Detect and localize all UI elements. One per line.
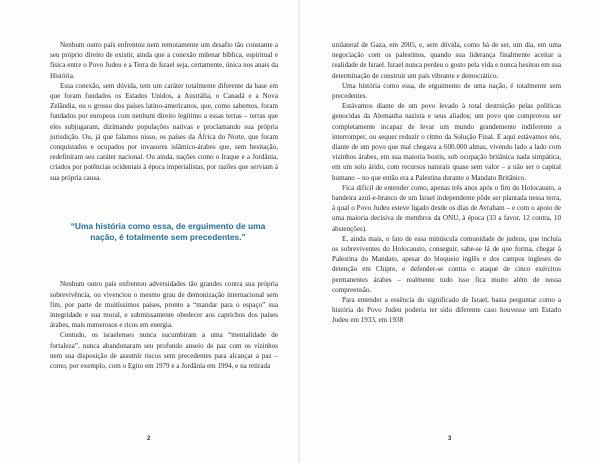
paragraph: Nenhum outro país enfrentou adversidades tão grandes contra sua própria sobrevivência, ou vivenciou o mesmo grau de demonização internacional sem fim, por parte de muitíssimos países, pronto a “mandar para o espaço” sua integridade e sua moral, e submissamente obedecer aos caprichos dos países árabes, mais numerosos e ricos em energia. xyxy=(50,280,278,330)
paragraph: unilateral de Gaza, em 2005, e, sem dúvida, como há de ser, um dia, em uma negociação com os palestinos, quando sua liderança finalmente aceitar a realidade de Israel. Israel nunca perdeu o gosto pela vida e nunca hesitou em sua determinação de construir um país vibrante e democrático. xyxy=(332,41,561,80)
paragraph: E, ainda mais, o fato de essa minúscula comunidade de judeus, que incluía os sobreviventes do Holocausto, conseguir, sabe-se lá de que forma, chegar à Palestina do Mandato, apesar do bloqueio inglês e dos campos ingleses de detenção em Chipre, e defender-se contra o ataque de cinco exércitos permanentes árabes – realmente tudo isso fica muito além de nossa compreensão. xyxy=(332,234,561,294)
paragraph: Para entender a essência do significado de Israel, basta perguntar como a história do Povo Judeu poderia ter sido diferente caso houvesse um Estado Judeu em 1933, em 1938 xyxy=(332,296,561,325)
page-number: 3 xyxy=(448,436,452,442)
right-text-column xyxy=(332,40,561,326)
pull-quote: “Uma história como essa, de erguimento de uma nação, é totalmente sem precedentes.” xyxy=(70,220,266,243)
paragraph: Contudo, os israelenses nunca sucumbiram a uma “mentalidade de fortaleza”, nunca abandonaram seu profundo anseio de paz com os vizinhos nem sua disposição de assumir riscos sem precedentes para alcançar a paz – como, por exemplo, com o Egito em 1979 e a Jordânia em 1994, e na retirada xyxy=(50,331,278,371)
paragraph: Essa conexão, sem dúvida, tem um caráter totalmente diferente da base em que foram fundados os Estados Unidos, a Austrália, o Canadá e a Nova Zelândia, ou o grosso dos países latino-americanos, que, como sabemos, foram fundados por europeus com nenhum direito legítimo a essas terras – terras que eles subjugaram, dizimando populações nativas e proclamando sua própria jurisdição. Ou, já que falamos nisso, os países da África do Norte, que foram conquistados e ocupados por invasores islâmico-árabes que, sem hesitação, redefiniram seu caráter nacional. Ou ainda, nações como o Iraque e a Jordânia, criados por potências ocidentais à época imperialistas, por razões que serviam à sua própria causa. xyxy=(50,81,278,182)
paragraph: Estávamos diante de um povo levado à total destruição pelas políticas genocidas da Alemanha nazista e seus aliados; um povo que comprovou ser completamente incapaz de levar um mundo grandemente indiferente a interromper, ou sequer reduzir o ritmo da Solução Final. E aqui estávamos nós, diante de um povo que mal chegava a 600.000 almas, vivendo lado a lado com vizinhos árabes, em sua maioria hostis, sob ocupação britânica nada simpática, em um solo árido, com recursos naturais quase sem valor – a não ser o capital humano – no que então era a Palestina durante o Mandato Britânico. xyxy=(332,102,561,182)
paragraph: Fica difícil de entender como, apenas três anos após o fim do Holocausto, a bandeira azul-e-branco de um Israel independente pôde ser plantada nessa terra, à qual o Povo Judeu esteve ligado desde os dias de Avraham – e com o apoio de uma maioria decisiva de membros da ONU, à época (33 a favor, 12 contra, 10 abstenções). xyxy=(332,183,561,233)
paragraph: Nenhum outro país enfrentou nem remotamente um desafio tão constante a seu próprio direito de existir, ainda que a conexão milenar bíblica, espiritual e física entre o Povo Judeu e a Terra de Israel seja, certamente, única nos anais da História. xyxy=(50,41,278,80)
paragraph: Uma história como essa, de erguimento de uma nação, é totalmente sem precedentes. xyxy=(332,81,561,101)
right-page xyxy=(300,0,600,463)
left-text-column xyxy=(50,40,278,371)
page-number: 2 xyxy=(147,436,151,442)
